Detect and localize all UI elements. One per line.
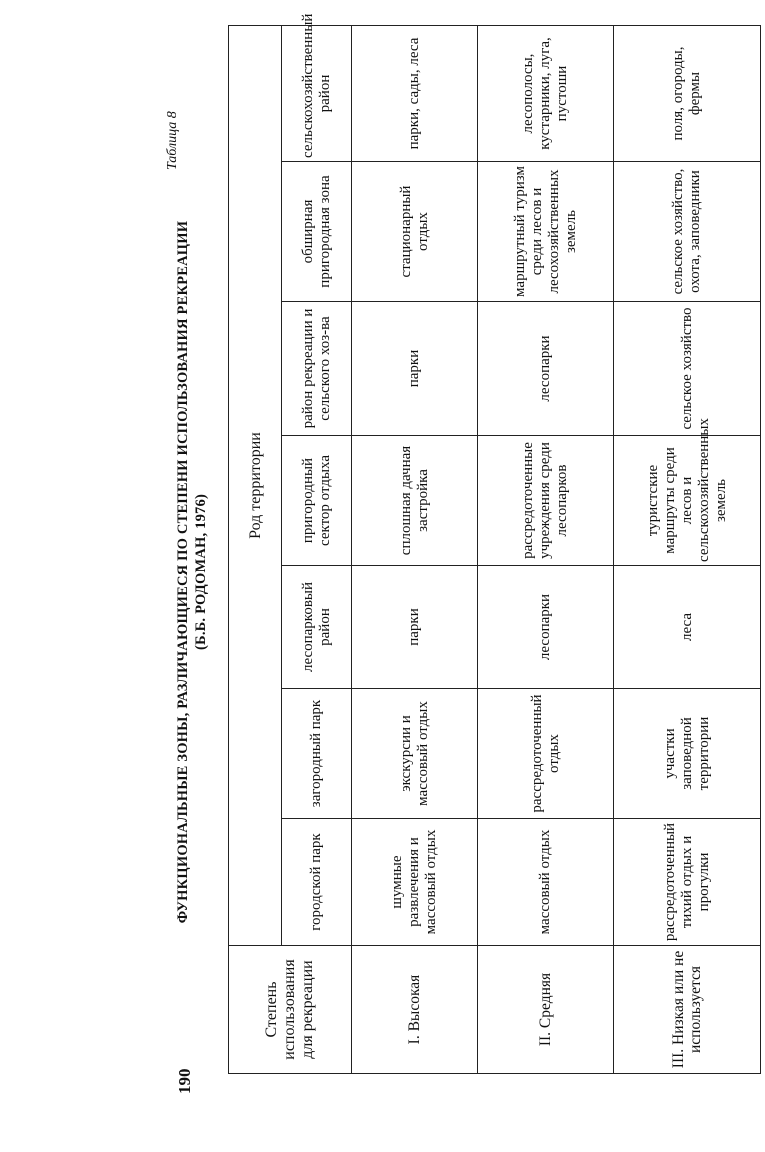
table-cell: сельское хозяйство [614,302,761,436]
table-cell: участки заповедной территории [614,689,761,819]
table-cell: шумные развлечения и массовый отдых [352,819,478,946]
table-cell: лесопарки [478,566,614,689]
column-header: городской парк [282,819,352,946]
territory-type-header: Род территории [229,26,282,946]
table-cell: лесополосы, кустарники, луга, пустоши [478,26,614,162]
column-header: пригородный сектор отдыха [282,436,352,566]
table-subtitle: (Б.Б. РОДОМАН, 1976) [193,494,209,650]
table-cell: маршрутный туризм среди лесов и лесохозяйственных земель [478,162,614,302]
table-cell: поля, огороды, фермы [614,26,761,162]
table-cell: туристские маршруты среди лесов и сельскохозяйственных земель [614,436,761,566]
table-title: ФУНКЦИОНАЛЬНЫЕ ЗОНЫ, РАЗЛИЧАЮЩИЕСЯ ПО СТЕПЕНИ ИСПОЛЬЗОВАНИЯ РЕКРЕАЦИИ [175,220,191,924]
table-cell: сельское хозяйство, охота, заповедники [614,162,761,302]
table-cell: массовый отдых [478,819,614,946]
table-cell: экскурсии и массовый отдых [352,689,478,819]
table-cell: леса [614,566,761,689]
column-header: сельскохозяйственный район [282,26,352,162]
table-cell: рассредоточенные учреждения среди лесопарков [478,436,614,566]
table-label: Таблица 8 [165,111,180,170]
table-row [614,26,761,1074]
table-cell: рассредоточенный отдых [478,689,614,819]
column-header: обширная пригородная зона [282,162,352,302]
table-cell: лесопарки [478,302,614,436]
table-cell: парки, сады, леса [352,26,478,162]
table-row [352,26,478,1074]
table-cell: рассредоточенный тихий отдых и прогулки [614,819,761,946]
table-cell: стационарный отдых [352,162,478,302]
row-label: III. Низкая или не используется [614,946,761,1074]
recreation-zones-table [228,13,761,1074]
table-cell: парки [352,566,478,689]
degree-header: Степень использования для рекреации [229,946,352,1074]
column-header: загородный парк [282,689,352,819]
table-row [478,26,614,1074]
row-label: II. Средняя [478,946,614,1074]
table-cell: парки [352,302,478,436]
column-header: район рекреации и сельского хоз-ва [282,302,352,436]
table-cell: сплошная дачная застройка [352,436,478,566]
column-header: лесопарковый район [282,566,352,689]
page-number: 190 [175,1068,194,1094]
row-label: I. Высокая [352,946,478,1074]
